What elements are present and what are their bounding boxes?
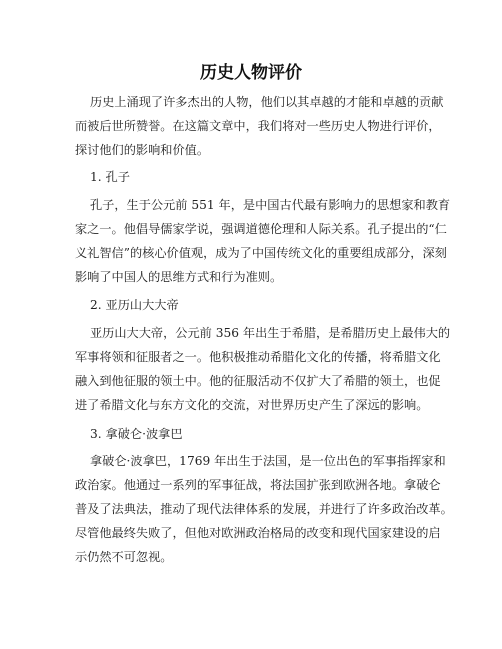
section-heading: 3. 拿破仑·波拿巴 <box>90 427 183 441</box>
paragraph-line: 义礼智信”的核心价值观，成为了中国传统文化的重要组成部分，深刻 <box>75 246 447 260</box>
paragraph-line: 融入到他征服的领土中。他的征服活动不仅扩大了希腊的领土，也促 <box>75 374 441 388</box>
paragraph-line: 政治家。他通过一系列的军事征战，将法国扩张到欧洲各地。拿破仑 <box>75 478 441 492</box>
paragraph-line: 亚历山大大帝，公元前 356 年出生于希腊，是希腊历史上最伟大的 <box>90 326 451 340</box>
paragraph-line: 家之一。他倡导儒家学说，强调道德伦理和人际关系。孔子提出的“仁 <box>75 222 447 236</box>
paragraph-line: 影响了中国人的思维方式和行为准则。 <box>75 270 283 284</box>
paragraph-line: 普及了法典法，推动了现代法律体系的发展，并进行了许多政治改革。 <box>75 502 453 516</box>
paragraph-line: 示仍然不可忽视。 <box>75 550 173 564</box>
paragraph-line: 军事将领和征服者之一。他积极推动希腊化文化的传播，将希腊文化 <box>75 350 441 364</box>
page-title: 历史人物评价 <box>200 63 302 83</box>
paragraph-line: 进了希腊文化与东方文化的交流，对世界历史产生了深远的影响。 <box>75 398 429 412</box>
intro-line: 而被后世所赞誉。在这篇文章中，我们将对一些历史人物进行评价， <box>75 119 441 133</box>
intro-line: 历史上涌现了许多杰出的人物，他们以其卓越的才能和卓越的贡献 <box>90 95 444 109</box>
paragraph-line: 拿破仑·波拿巴，1769 年出生于法国，是一位出色的军事指挥家和 <box>90 454 446 468</box>
paragraph-line: 尽管他最终失败了，但他对欧洲政治格局的改变和现代国家建设的启 <box>75 526 441 540</box>
section-heading: 1. 孔子 <box>90 170 130 184</box>
paragraph-line: 孔子，生于公元前 551 年，是中国古代最有影响力的思想家和教育 <box>90 198 451 212</box>
intro-line: 探讨他们的影响和价值。 <box>75 143 210 157</box>
section-heading: 2. 亚历山大大帝 <box>90 298 179 312</box>
